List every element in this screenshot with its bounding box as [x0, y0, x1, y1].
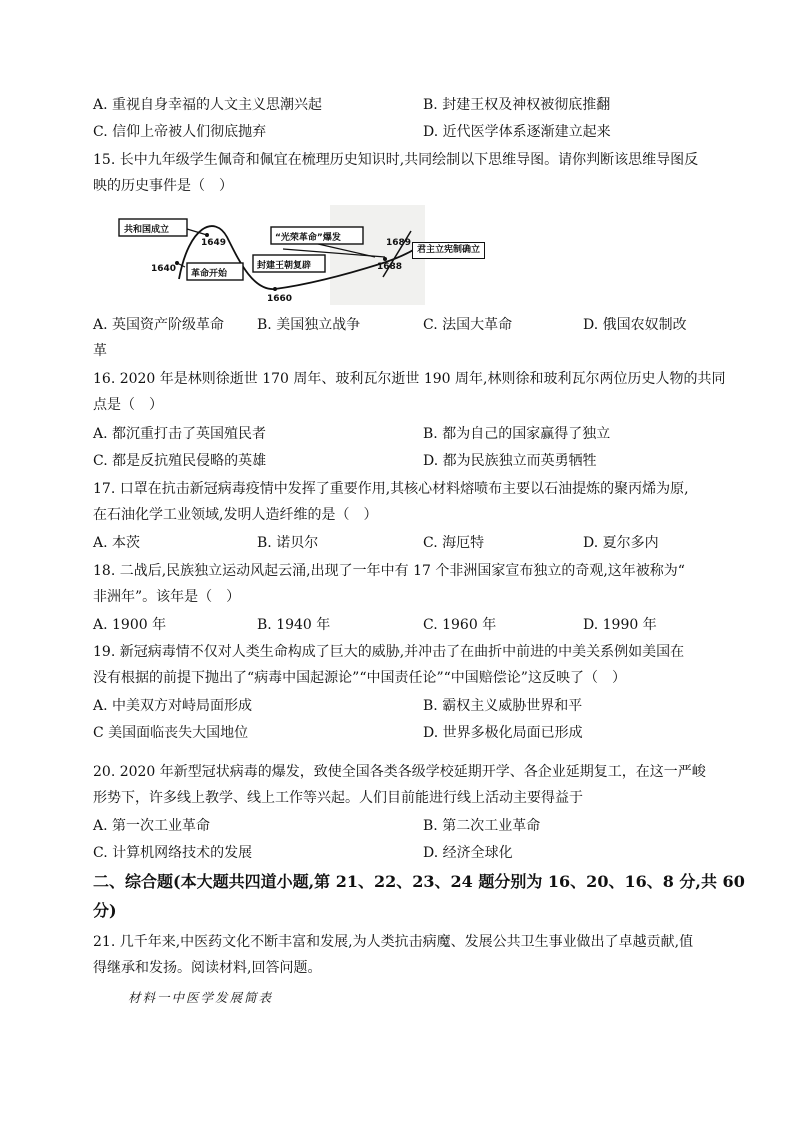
q17-option-a: A. 本茨: [93, 535, 141, 551]
q15-option-a: A. 英国资产阶级革命: [93, 317, 225, 333]
q20-option-d: D. 经济全球化: [423, 845, 513, 861]
label-revolution-start: 革命开始: [191, 269, 228, 279]
q17-option-b: B. 诺贝尔: [257, 535, 319, 551]
q19-option-b: B. 霸权主义威胁世界和平: [423, 698, 583, 714]
q20-stem-line1: 20. 2020 年新型冠状病毒的爆发，致使全国各类各级学校延期开学、各企业延期复工，在这一严峻: [93, 764, 706, 780]
q17-stem-line2: 在石油化学工业领域,发明人造纤维的是（ ）: [93, 507, 378, 523]
q16-stem-line1: 16. 2020 年是林则徐逝世 170 周年、玻利瓦尔逝世 190 周年,林则徐和玻利瓦尔两位历史人物的共同: [93, 371, 726, 387]
section-heading-line1: 二、综合题(本大题共四道小题,第 21、22、23、24 题分别为 16、20、16、8 分,共 60: [93, 872, 745, 891]
q15-option-d: D. 俄国农奴制改: [583, 317, 687, 333]
q14-option-b: B. 封建王权及神权被彻底推翻: [423, 97, 611, 113]
year-1689: 1689: [386, 238, 412, 248]
q15-stem-line2: 映的历史事件是（ ）: [93, 178, 233, 194]
q14-option-d: D. 近代医学体系逐渐建立起来: [423, 124, 611, 140]
q20-option-a: A. 第一次工业革命: [93, 818, 211, 834]
q18-stem-line2: 非洲年”。该年是（ ）: [93, 589, 241, 605]
q16-stem-line2: 点是（ ）: [93, 397, 163, 413]
q18-option-c: C. 1960 年: [423, 617, 497, 633]
q17-option-c: C. 海厄特: [423, 535, 485, 551]
year-1688: 1688: [377, 262, 403, 272]
q15-option-c: C. 法国大革命: [423, 317, 513, 333]
q19-stem-line1: 19. 新冠病毒情不仅对人类生命构成了巨大的威胁,并冲击了在曲折中前进的中美关系例如美国在: [93, 644, 685, 660]
year-1660: 1660: [267, 294, 293, 304]
year-1640: 1640: [151, 264, 177, 274]
q19-stem-line2: 没有根据的前提下抛出了“病毒中国起源论”“中国责任论”“中国赔偿论”这反映了（ ）: [93, 670, 626, 686]
mind-map-diagram: [115, 205, 425, 305]
q18-option-b: B. 1940 年: [257, 617, 331, 633]
q18-stem-line1: 18. 二战后,民族独立运动风起云涌,出现了一年中有 17 个非洲国家宣布独立的奇观,这年被称为“: [93, 563, 685, 579]
q15-option-d-cont: 革: [93, 343, 107, 359]
q19-option-c: C 美国面临丧失大国地位: [93, 725, 249, 741]
q14-option-c: C. 信仰上帝被人们彻底抛弃: [93, 124, 267, 140]
q21-stem-line2: 得继承和发扬。阅读材料,回答问题。: [93, 960, 322, 976]
q20-option-b: B. 第二次工业革命: [423, 818, 541, 834]
q18-option-d: D. 1990 年: [583, 617, 657, 633]
q20-stem-line2: 形势下，许多线上教学、线上工作等兴起。人们目前能进行线上活动主要得益于: [93, 790, 583, 806]
year-1649: 1649: [201, 238, 227, 248]
label-republic: 共和国成立: [124, 225, 170, 235]
q15-option-b: B. 美国独立战争: [257, 317, 361, 333]
q19-option-d: D. 世界多极化局面已形成: [423, 725, 583, 741]
label-constitutional-monarchy: 君主立宪制确立: [417, 245, 481, 255]
q16-option-c: C. 都是反抗殖民侵略的英雄: [93, 453, 267, 469]
q16-option-a: A. 都沉重打击了英国殖民者: [93, 426, 267, 442]
q20-option-c: C. 计算机网络技术的发展: [93, 845, 253, 861]
section-heading-line2: 分): [93, 901, 117, 920]
label-restoration: 封建王朝复辟: [257, 261, 312, 271]
q21-stem-line1: 21. 几千年来,中医药文化不断丰富和发展,为人类抗击病魔、发展公共卫生事业做出了卓越贡献,值: [93, 934, 694, 950]
q17-option-d: D. 夏尔多内: [583, 535, 659, 551]
box-constitutional-monarchy: [412, 242, 485, 259]
q17-stem-line1: 17. 口罩在抗击新冠病毒疫情中发挥了重要作用,其核心材料熔喷布主要以石油提炼的聚丙烯为原,: [93, 481, 689, 497]
q15-stem-line1: 15. 长中九年级学生佩奇和佩宜在梳理历史知识时,共同绘制以下思维导图。请你判断该思维导图反: [93, 152, 699, 168]
q14-option-a: A. 重视自身幸福的人文主义思潮兴起: [93, 97, 323, 113]
q18-option-a: A. 1900 年: [93, 617, 167, 633]
label-glorious-revolution: “光荣革命”爆发: [275, 233, 341, 243]
q16-option-b: B. 都为自己的国家赢得了独立: [423, 426, 611, 442]
q16-option-d: D. 都为民族独立而英勇牺牲: [423, 453, 597, 469]
q19-option-a: A. 中美双方对峙局面形成: [93, 698, 253, 714]
material-title: 材料一中医学发展简表: [128, 990, 274, 1005]
